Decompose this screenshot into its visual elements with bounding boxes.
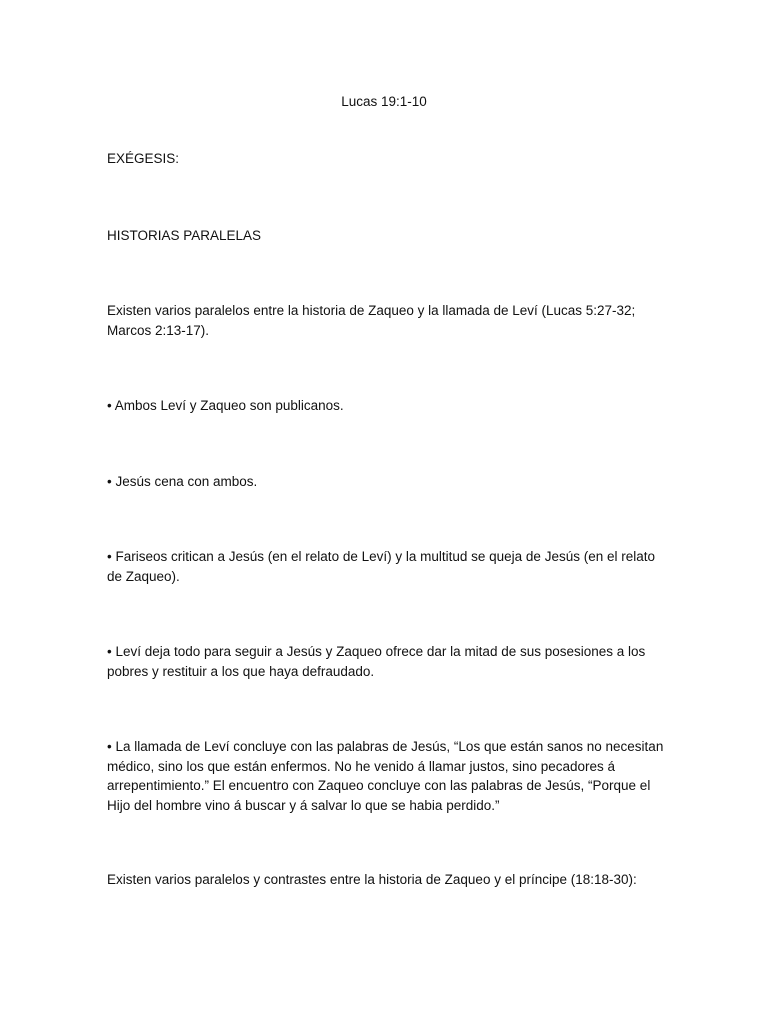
document-title: Lucas 19:1-10 bbox=[341, 94, 427, 109]
bullet-criticism: • Fariseos critican a Jesús (en el relato de Leví) y la multitud se queja de Jesús (en el relato de Zaqueo). bbox=[107, 549, 655, 584]
bullet-jesus-dines: • Jesús cena con ambos. bbox=[107, 474, 258, 489]
paragraph-levi-parallels-intro: Existen varios paralelos entre la historia de Zaqueo y la llamada de Leví (Lucas 5:27-32; Marcos 2:13-17). bbox=[107, 303, 636, 338]
bullet-jesus-words: • La llamada de Leví concluye con las palabras de Jesús, “Los que están sanos no necesitan médico, sino los que están enfermos. No he venido á llamar justos, sino pecadores á arrepentimiento.” El encuentro con Zaqueo concluye con las palabras de Jesús, “Porque el Hijo del hombre vino á buscar y á salvar lo que se habia perdido.” bbox=[107, 739, 664, 813]
heading-parallel-stories: HISTORIAS PARALELAS bbox=[107, 228, 262, 243]
bullet-publicans: • Ambos Leví y Zaqueo son publicanos. bbox=[107, 398, 344, 413]
bullet-levi-leaves-all: • Leví deja todo para seguir a Jesús y Zaqueo ofrece dar la mitad de sus posesiones a los pobres y restituir a los que haya defraudado. bbox=[107, 644, 646, 679]
heading-exegesis: EXÉGESIS: bbox=[107, 151, 180, 166]
paragraph-prince-parallels-intro: Existen varios paralelos y contrastes entre la historia de Zaqueo y el príncipe (18:18-30): bbox=[107, 872, 637, 887]
